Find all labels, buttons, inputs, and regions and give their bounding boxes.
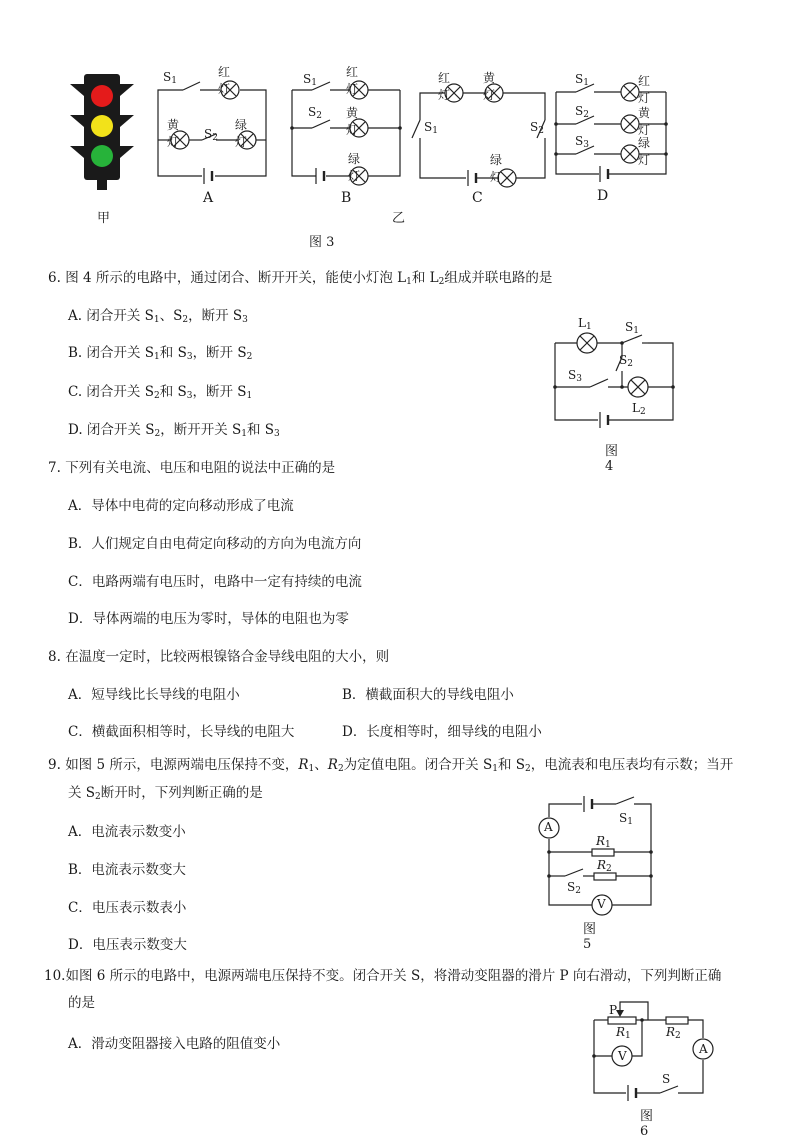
q10-stem-line2: 的是 — [68, 995, 95, 1011]
fig5-caption: 图 5 — [583, 922, 597, 952]
fig4-l1-label: $L_1$ — [578, 316, 592, 332]
fig6-voltmeter-label: V — [618, 1049, 627, 1063]
fig3b-yellow-label: 黄灯 — [346, 106, 359, 137]
fig4-s3-label: $S_3$ — [568, 368, 582, 384]
fig3d-s1-label: $S_1$ — [575, 72, 589, 88]
traffic-light-icon — [70, 74, 134, 190]
fig3d-s3-label: $S_3$ — [575, 134, 589, 150]
fig5-s1-label: $S_1$ — [619, 811, 633, 827]
fig3a-yellow-label: 黄灯 — [167, 118, 180, 149]
fig3d-red-label: 红灯 — [638, 74, 651, 105]
q6-stem: 6. 图 4 所示的电路中，通过闭合、断开开关，能使小灯泡 $L_1$和 $L_2$组成并联电路的是 — [48, 270, 553, 287]
figure-4 — [540, 315, 690, 440]
q6-option-c[interactable]: C. 闭合开关 $S_2$和 $S_3$，断开 $S_1$ — [68, 384, 253, 401]
q10-option-a[interactable]: A．滑动变阻器接入电路的阻值变小 — [68, 1036, 281, 1052]
fig3-label-jia: 甲 — [97, 211, 111, 226]
fig3d-s2-label: $S_2$ — [575, 104, 589, 120]
q9-option-b[interactable]: B．电流表示数变大 — [68, 862, 186, 878]
q10-stem-line1: 10.如图 6 所示的电路中，电源两端电压保持不变。闭合开关 S，将滑动变阻器的滑片 P 向右滑动，下列判断正确 — [44, 968, 722, 984]
q6-option-d[interactable]: D. 闭合开关 $S_2$，断开开关 $S_1$和 $S_3$ — [68, 422, 280, 439]
q6-option-a[interactable]: A. 闭合开关 $S_1$、$S_2$，断开 $S_3$ — [68, 308, 248, 325]
fig3b-s2-label: $S_2$ — [308, 105, 322, 121]
fig3c-s1-label: $S_1$ — [424, 120, 438, 136]
fig6-r1-label: $R_1$ — [616, 1025, 631, 1041]
fig3b-red-label: 红灯 — [346, 65, 359, 96]
q9-option-a[interactable]: A．电流表示数变小 — [68, 824, 186, 840]
fig4-caption: 图 4 — [605, 444, 619, 474]
fig6-ammeter-label: A — [699, 1042, 708, 1056]
q8-option-b[interactable]: B．横截面积大的导线电阻小 — [342, 687, 514, 703]
q9-option-d[interactable]: D．电压表示数变大 — [68, 937, 187, 953]
fig5-ammeter-label: A — [544, 820, 553, 834]
fig6-r2-label: $R_2$ — [666, 1025, 681, 1041]
fig3-letter-a: A — [203, 190, 214, 206]
fig6-caption: 图 6 — [640, 1109, 654, 1139]
fig3a-green-label: 绿灯 — [235, 118, 248, 149]
fig3c-red-label: 红灯 — [438, 71, 451, 102]
fig5-r1-label: $R_1$ — [596, 834, 611, 850]
fig6-s-label: S — [662, 1072, 671, 1086]
fig3c-green-label: 绿灯 — [490, 153, 503, 184]
q9-stem-line2: 关 $S_2$断开时，下列判断正确的是 — [68, 785, 263, 802]
fig6-p-label: P — [609, 1003, 618, 1017]
fig3b-green-label: 绿灯 — [348, 152, 361, 183]
fig3b-s1-label: $S_1$ — [303, 72, 317, 88]
fig3d-yellow-label: 黄灯 — [638, 106, 651, 137]
fig5-r2-label: $R_2$ — [597, 858, 612, 874]
q7-stem: 7. 下列有关电流、电压和电阻的说法中正确的是 — [48, 460, 336, 476]
fig3-letter-c: C — [472, 190, 483, 206]
fig3c-s2-label: $S_2$ — [530, 120, 544, 136]
fig3a-red-label: 红灯 — [218, 65, 231, 96]
q7-option-a[interactable]: A．导体中电荷的定向移动形成了电流 — [68, 498, 294, 514]
fig4-s1-label: $S_1$ — [625, 320, 639, 336]
fig3d-green-label: 绿灯 — [638, 136, 651, 167]
fig3a-s2-label: $S_2$ — [204, 127, 218, 143]
fig3-label-yi: 乙 — [392, 211, 406, 226]
q8-option-c[interactable]: C．横截面积相等时，长导线的电阻大 — [68, 724, 295, 740]
fig3c-yellow-label: 黄灯 — [483, 71, 496, 102]
q7-option-c[interactable]: C．电路两端有电压时，电路中一定有持续的电流 — [68, 574, 362, 590]
fig3a-s1-label: $S_1$ — [163, 70, 177, 86]
q8-option-a[interactable]: A．短导线比长导线的电阻小 — [68, 687, 240, 703]
circuit-d — [554, 83, 668, 182]
fig3-letter-b: B — [341, 190, 352, 206]
q6-option-b[interactable]: B. 闭合开关 $S_1$和 $S_3$，断开 $S_2$ — [68, 345, 253, 362]
q9-stem-line1: 9. 如图 5 所示，电源两端电压保持不变，$R_1$、$R_2$为定值电阻。闭合开关 $S_1$和 $S_2$，电流表和电压表均有示数；当开 — [48, 757, 734, 774]
q8-stem: 8. 在温度一定时，比较两根镍铬合金导线电阻的大小，则 — [48, 649, 390, 665]
q8-option-d[interactable]: D．长度相等时，细导线的电阻小 — [342, 724, 542, 740]
fig3-caption: 图 3 — [309, 235, 335, 250]
fig4-l2-label: $L_2$ — [632, 401, 646, 417]
q9-option-c[interactable]: C．电压表示数表小 — [68, 900, 187, 916]
fig5-s2-label: $S_2$ — [567, 880, 581, 896]
fig3-letter-d: D — [597, 188, 609, 204]
fig5-voltmeter-label: V — [597, 897, 606, 911]
q7-option-b[interactable]: B．人们规定自由电荷定向移动的方向为电流方向 — [68, 536, 362, 552]
fig4-s2-label: $S_2$ — [619, 353, 633, 369]
q7-option-d[interactable]: D．导体两端的电压为零时，导体的电阻也为零 — [68, 611, 349, 627]
